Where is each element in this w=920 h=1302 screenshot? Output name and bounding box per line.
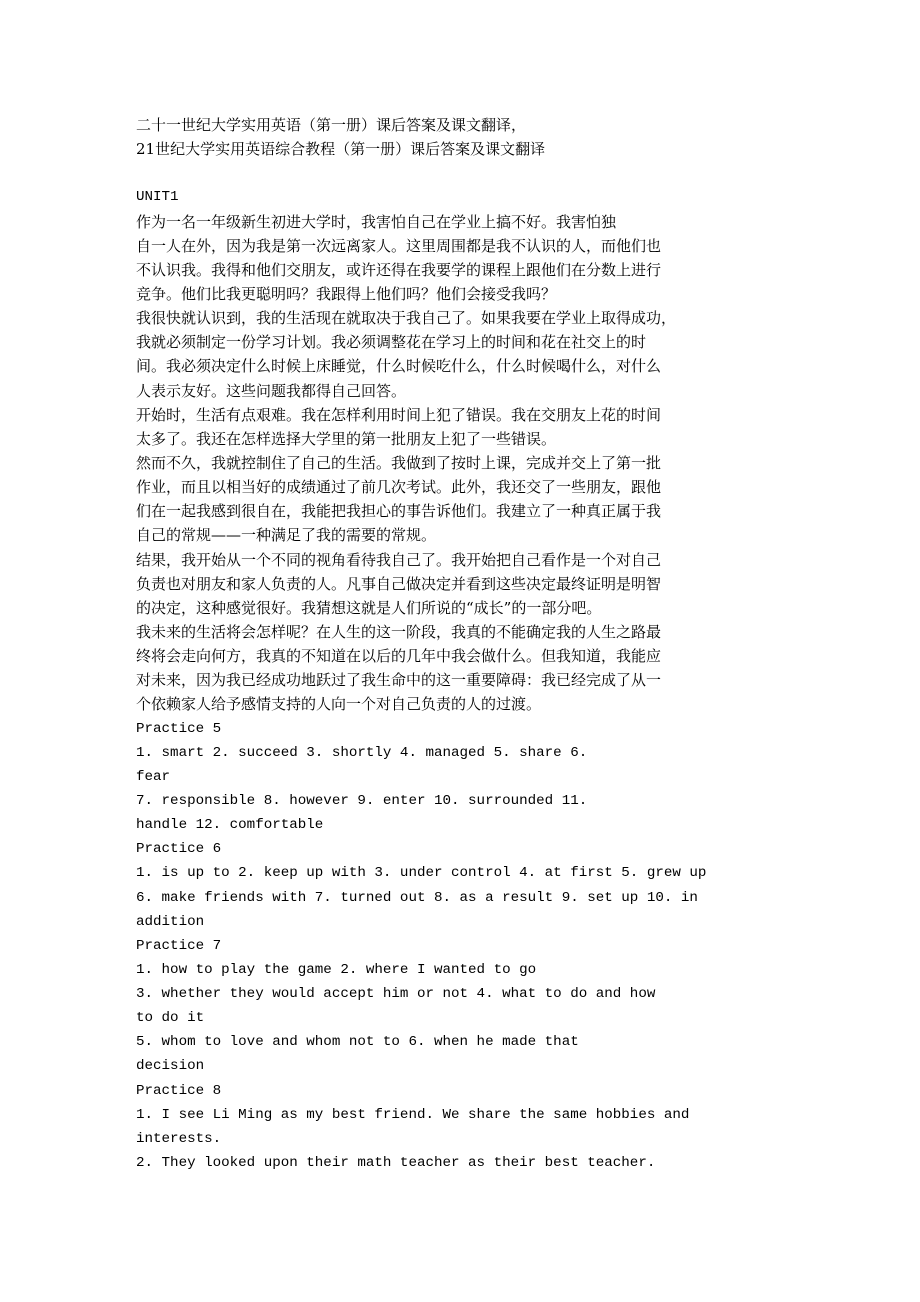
text-line: 开始时，生活有点艰难。我在怎样利用时间上犯了错误。我在交朋友上花的时间 [136, 405, 662, 424]
text-line: 1. how to play the game 2. where I wanted to go [136, 961, 537, 978]
section-heading: UNIT1 [136, 189, 179, 206]
text-line: fear [136, 768, 171, 785]
text-line: 1. I see Li Ming as my best friend. We share the same hobbies and [136, 1106, 690, 1123]
text-line: addition [136, 913, 205, 930]
text-line: 对未来，因为我已经成功地跃过了我生命中的这一重要障碍：我已经完成了从一 [136, 671, 662, 690]
text-line: 终将会走向何方，我真的不知道在以后的几年中我会做什么。但我知道，我能应 [136, 647, 662, 666]
section-heading: Practice 7 [136, 937, 222, 954]
text-line: 负责也对朋友和家人负责的人。凡事自己做决定并看到这些决定最终证明是明智 [136, 574, 662, 593]
text-line: 7. responsible 8. however 9. enter 10. surrounded 11. [136, 792, 588, 809]
section-heading: Practice 6 [136, 841, 222, 858]
text-line: 作业，而且以相当好的成绩通过了前几次考试。此外，我还交了一些朋友，跟他 [136, 478, 662, 497]
document-body [136, 161, 736, 1175]
document-title-line-2: 21世纪大学实用英语综合教程（第一册）课后答案及课文翻译 [136, 140, 546, 159]
text-line: 个依赖家人给予感情支持的人向一个对自己负责的人的过渡。 [136, 695, 542, 714]
text-line: 作为一名一年级新生初进大学时，我害怕自己在学业上搞不好。我害怕独 [136, 212, 617, 231]
text-line: 我很快就认识到，我的生活现在就取决于我自己了。如果我要在学业上取得成功， [136, 309, 677, 328]
text-line: interests. [136, 1130, 222, 1147]
text-line: 5. whom to love and whom not to 6. when he made that [136, 1034, 579, 1051]
text-line: 我未来的生活将会怎样呢？在人生的这一阶段，我真的不能确定我的人生之路最 [136, 622, 662, 641]
text-line: 1. smart 2. succeed 3. shortly 4. managed 5. share 6. [136, 744, 588, 761]
text-line: 们在一起我感到很自在，我能把我担心的事告诉他们。我建立了一种真正属于我 [136, 502, 662, 521]
text-line: decision [136, 1058, 205, 1075]
text-line: 我就必须制定一份学习计划。我必须调整花在学习上的时间和花在社交上的时 [136, 333, 647, 352]
section-heading: Practice 5 [136, 720, 222, 737]
text-line: 人表示友好。这些问题我都得自己回答。 [136, 381, 407, 400]
text-line: handle 12. comfortable [136, 817, 324, 834]
text-line: to do it [136, 1010, 205, 1027]
section-heading: Practice 8 [136, 1082, 222, 1099]
text-line: 太多了。我还在怎样选择大学里的第一批朋友上犯了一些错误。 [136, 429, 557, 448]
text-line: 不认识我。我得和他们交朋友，或许还得在我要学的课程上跟他们在分数上进行 [136, 260, 662, 279]
text-line: 结果，我开始从一个不同的视角看待我自己了。我开始把自己看作是一个对自己 [136, 550, 662, 569]
document-title-line-1: 二十一世纪大学实用英语（第一册）课后答案及课文翻译， [136, 116, 527, 134]
text-line [136, 161, 736, 185]
text-line: 2. They looked upon their math teacher as their best teacher. [136, 1155, 656, 1172]
document-page [136, 113, 736, 1175]
text-line: 竞争。他们比我更聪明吗？我跟得上他们吗？他们会接受我吗？ [136, 284, 557, 303]
text-line: 1. is up to 2. keep up with 3. under control 4. at first 5. grew up [136, 865, 707, 882]
text-line: 自一人在外，因为我是第一次远离家人。这里周围都是我不认识的人，而他们也 [136, 236, 662, 255]
text-line: 的决定，这种感觉很好。我猜想这就是人们所说的“成长”的一部分吧。 [136, 598, 602, 617]
text-line: 6. make friends with 7. turned out 8. as a result 9. set up 10. in [136, 889, 698, 906]
text-line: 3. whether they would accept him or not 4. what to do and how [136, 986, 656, 1003]
text-line: 自己的常规——一种满足了我的需要的常规。 [136, 526, 437, 545]
text-line: 然而不久，我就控制住了自己的生活。我做到了按时上课，完成并交上了第一批 [136, 453, 662, 472]
text-line: 间。我必须决定什么时候上床睡觉，什么时候吃什么，什么时候喝什么，对什么 [136, 357, 662, 376]
